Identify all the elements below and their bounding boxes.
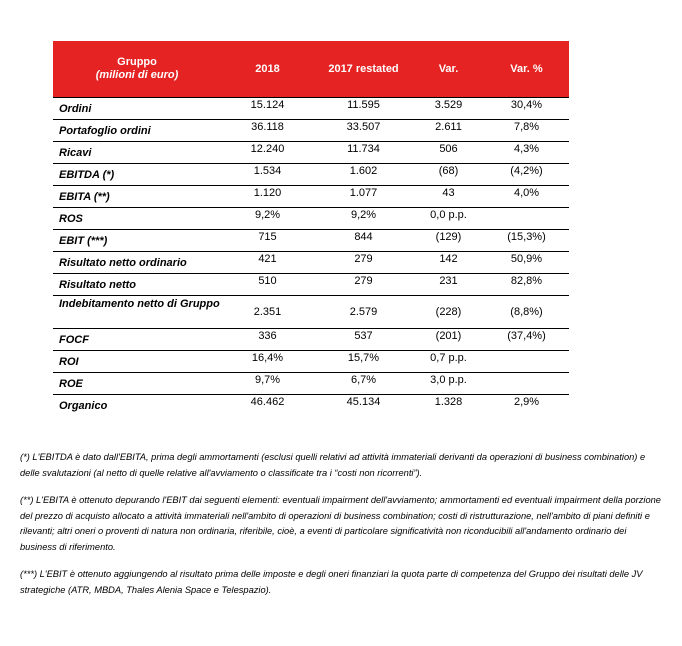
cell-varpct [484,351,569,373]
cell-varpct [484,373,569,395]
cell-var: 2.611 [413,120,484,142]
cell-varpct: 4,0% [484,186,569,208]
row-label: ROS [53,208,221,230]
cell-y2017: 45.134 [346,396,381,408]
footnote-ebit: (***) L'EBIT è ottenuto aggiungendo al risultato prima delle imposte e degli oneri finanziari la quota parte di competenza del Gruppo dei risultati delle JV strategiche (ATR, MBDA, Thales Alenia Space e Telespazio). [20,569,643,595]
header-gruppo-line1: Gruppo [117,56,157,68]
cell-y2017: 11.595 [314,98,413,120]
financial-table [53,41,569,417]
cell-varpct: (4,2%) [484,164,569,186]
cell-y2018: 715 [221,230,314,252]
cell-y2018: 12.240 [221,142,314,164]
cell-y2017: 9,2% [314,208,413,230]
cell-y2018: 9,2% [221,208,314,230]
cell-y2017: 1.077 [314,186,413,208]
table-row [53,252,569,274]
cell-var: 3.529 [413,98,484,120]
row-label: Organico [59,400,108,412]
table-row [53,230,569,252]
table-body [53,98,569,417]
cell-y2017: 6,7% [314,373,413,395]
header-var: Var. [413,41,484,98]
cell-y2018: 510 [221,274,314,296]
cell-y2018: 1.534 [221,164,314,186]
cell-var: 3,0 p.p. [413,373,484,395]
cell-varpct [484,208,569,230]
row-label: Ordini [53,98,221,120]
table-row [53,142,569,164]
cell-varpct: 30,4% [484,98,569,120]
table-row [53,164,569,186]
table-row [53,329,569,351]
cell-varpct: (8,8%) [484,296,569,329]
table-row [53,274,569,296]
footnote-ebitda: (*) L'EBITDA è dato dall'EBITA, prima degli ammortamenti (esclusi quelli relativi ad attività immateriali derivanti da operazioni di business combination) e delle svalutazioni (al netto di quelle relative all'avviamento o classificate tra i “costi non ricorrenti”). [20,452,646,478]
cell-var: (129) [413,230,484,252]
header-gruppo [53,41,221,98]
cell-y2017: 33.507 [314,120,413,142]
table-row [53,351,569,373]
table-row [53,186,569,208]
cell-var: 142 [413,252,484,274]
header-gruppo-line2: (milioni di euro) [95,69,179,81]
row-label: Risultato netto [53,274,221,296]
cell-varpct: 2,9% [513,396,540,408]
header-2018: 2018 [221,41,314,98]
header-2017-text: 2017 restated [328,63,399,75]
cell-var: 1.328 [434,396,463,408]
cell-y2018: 36.118 [221,120,314,142]
cell-var: (201) [413,329,484,351]
cell-y2017: 279 [314,252,413,274]
header-2017 [314,41,413,98]
row-label: Portafoglio ordini [53,120,221,142]
table-row [53,395,569,417]
cell-var: (228) [413,296,484,329]
row-label: EBIT (***) [53,230,221,252]
cell-y2018: 9,7% [221,373,314,395]
cell-y2017: 1.602 [314,164,413,186]
cell-y2018: 1.120 [221,186,314,208]
row-label: EBITA (**) [53,186,221,208]
cell-var: 43 [413,186,484,208]
cell-y2018: 16,4% [221,351,314,373]
cell-var: 506 [413,142,484,164]
cell-y2018: 336 [221,329,314,351]
header-varpct: Var. % [484,41,569,98]
row-label: FOCF [53,329,221,351]
cell-varpct: 50,9% [484,252,569,274]
row-label: ROI [53,351,221,373]
table-header-row [53,41,569,98]
row-label: EBITDA (*) [53,164,221,186]
row-label: Risultato netto ordinario [53,252,221,274]
cell-y2017: 279 [314,274,413,296]
row-label: Indebitamento netto di Gruppo [53,296,221,329]
table-row [53,296,569,329]
row-label: ROE [53,373,221,395]
cell-var: 231 [413,274,484,296]
cell-varpct: (37,4%) [484,329,569,351]
cell-y2017: 537 [314,329,413,351]
cell-y2018: 15.124 [221,98,314,120]
table-row [53,373,569,395]
cell-y2017: 11.734 [314,142,413,164]
cell-varpct: 82,8% [484,274,569,296]
table-row [53,98,569,120]
cell-var: 0,7 p.p. [413,351,484,373]
cell-y2017: 844 [314,230,413,252]
row-label: Ricavi [53,142,221,164]
cell-var: 0,0 p.p. [413,208,484,230]
cell-y2017: 2.579 [314,296,413,329]
table-row [53,120,569,142]
cell-varpct: 7,8% [484,120,569,142]
cell-y2017: 15,7% [314,351,413,373]
cell-var: (68) [413,164,484,186]
cell-varpct: (15,3%) [484,230,569,252]
footnote-ebita: (**) L'EBITA è ottenuto depurando l'EBIT dai seguenti elementi: eventuali impairment dell'avviamento; ammortamenti ed eventuali impairment della porzione del prezzo di acquisto allocato a attività immateriali nell'ambito di operazioni di business combination; costi di ristrutturazione, nell'ambito di piani definiti e rilevanti; altri oneri o proventi di natura non ordinaria, riferibile, cioè, a eventi di particolare significatività non riconducibili all'andamento ordinario dei business di riferimento. [20,495,661,552]
cell-y2018: 421 [221,252,314,274]
cell-varpct: 4,3% [484,142,569,164]
table-row [53,208,569,230]
cell-y2018: 2.351 [221,296,314,329]
cell-y2018: 46.462 [250,396,285,408]
